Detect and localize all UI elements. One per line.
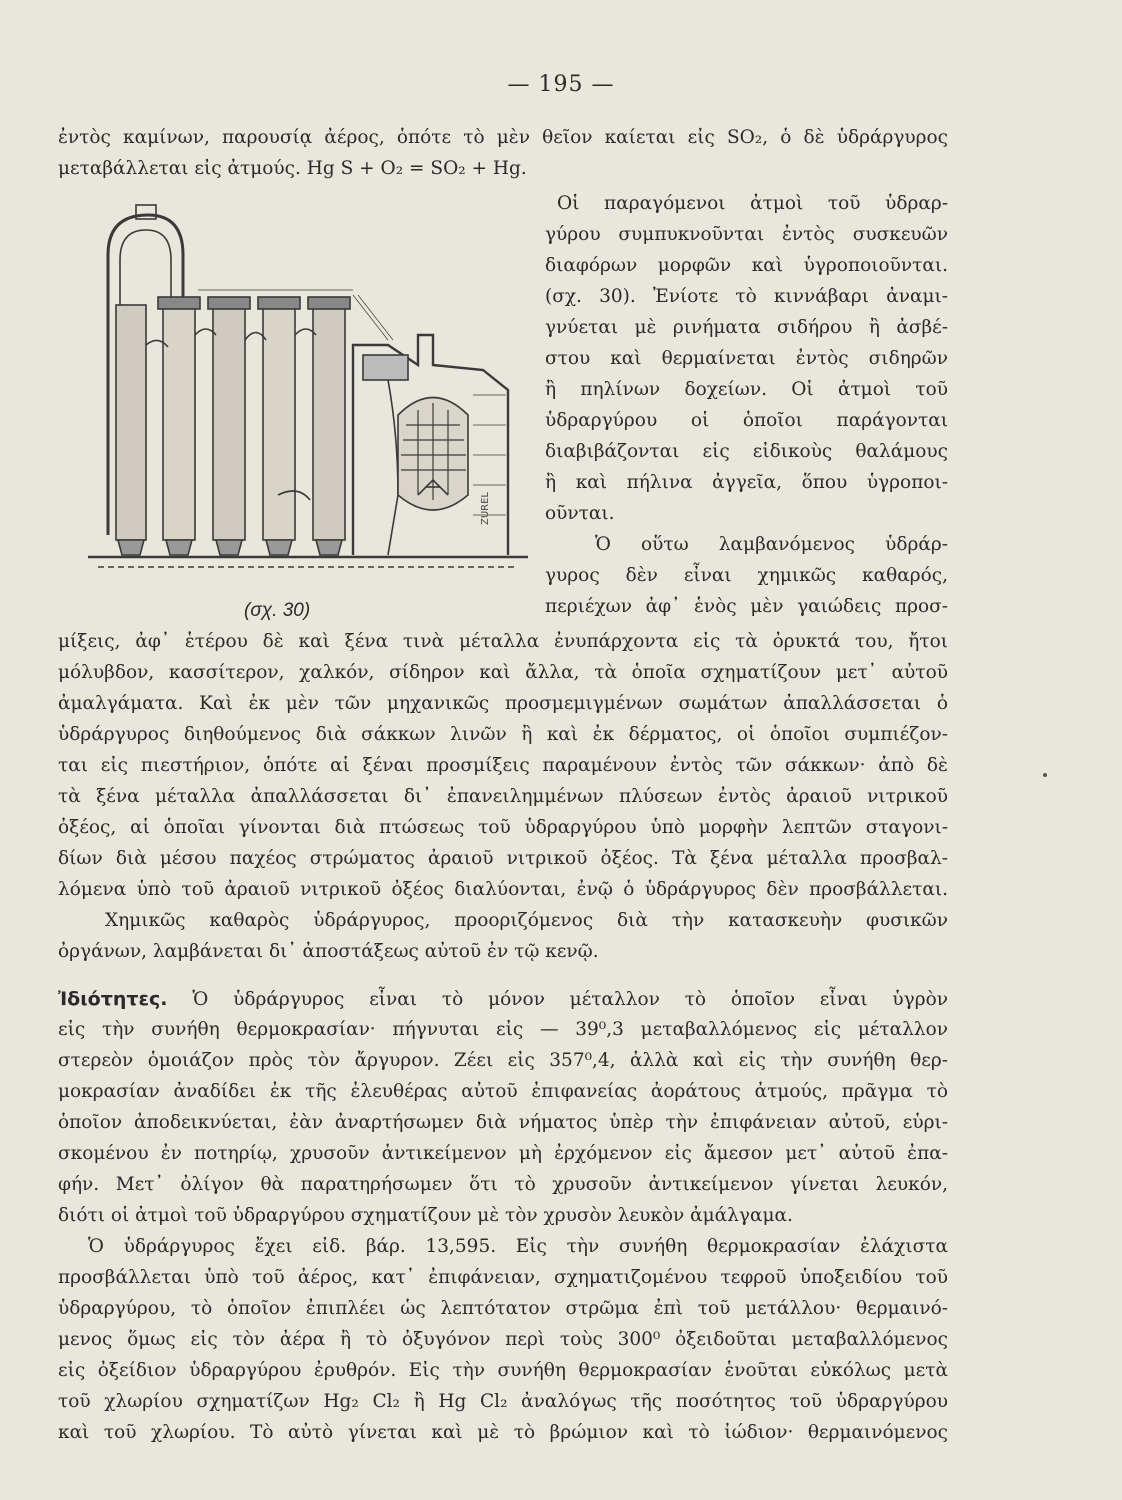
- text-line: γύρου συμπυκνοῦνται ἐντὸς συσκευῶν: [545, 224, 948, 245]
- text-line: ὑδράργυρος διηθούμενος διὰ σάκκων λινῶν ἢ καὶ ἐκ δέρματος, οἱ ὁποῖοι συμπιέζον-: [58, 724, 948, 745]
- text-line: Ὁ ὑδράργυρος ἔχει εἰδ. βάρ. 13,595. Εἰς τὴν συνήθη θερμοκρασίαν ἐλάχιστα: [88, 1236, 948, 1257]
- text-line: ὑδραργύρου οἱ ὁποῖοι παράγονται: [545, 410, 948, 431]
- text-line: σκομένου ἐν ποτηρίῳ, χρυσοῦν ἀντικείμενον μὴ ἐρχόμενον εἰς ἄμεσον μετ᾽ αὐτοῦ ἐπα-: [58, 1143, 948, 1164]
- text-line: ὀξέος, αἱ ὁποῖαι γίνονται διὰ πτώσεως τοῦ ὑδραργύρου ὑπὸ μορφὴν λεπτῶν σταγονι-: [58, 817, 948, 838]
- illustration-signature: ZUREL: [480, 491, 491, 525]
- text-line: μοκρασίαν ἀναδίδει ἐκ τῆς ἐλευθέρας αὐτοῦ ἐπιφανείας ἀοράτους ἀτμούς, πρᾶγμα τὸ: [58, 1081, 948, 1102]
- text-line: καὶ τοῦ χλωρίου. Τὸ αὐτὸ γίνεται καὶ μὲ τὸ βρώμιον καὶ τὸ ἰώδιον· θερμαινόμενος: [58, 1422, 948, 1443]
- text-line: μεταβάλλεται εἰς ἀτμούς. Hg S + O₂ = SO₂ + Hg.: [58, 158, 527, 179]
- text-line: προσβάλλεται ὑπὸ τοῦ ἀέρος, κατ᾽ ἐπιφάνειαν, σχηματιζομένου τεφροῦ ὑποξειδίου τοῦ: [58, 1267, 948, 1288]
- page-number: — 195 —: [507, 72, 615, 97]
- text-line: γνύεται μὲ ρινήματα σιδήρου ἢ ἀσβέ-: [545, 317, 948, 338]
- text-line: Ὁ οὕτω λαμβανόμενος ὑδράρ-: [595, 534, 948, 555]
- text-line: περιέχων ἀφ᾽ ἑνὸς μὲν γαιώδεις προσ-: [545, 596, 948, 617]
- text-line: τὰ ξένα μέταλλα ἀπαλλάσσεται δι᾽ ἐπανειλημμένων πλύσεων ἐντὸς ἀραιοῦ νιτρικοῦ: [58, 786, 948, 807]
- ink-speck: [1043, 773, 1047, 777]
- section-heading: Ἰδιότητες.: [58, 988, 168, 1010]
- figure-caption: (σχ. 30): [244, 600, 311, 621]
- text-line: ὀργάνων, λαμβάνεται δι᾽ ἀποστάξεως αὐτοῦ ἐν τῷ κενῷ.: [58, 941, 599, 962]
- text-line: ἀμαλγάματα. Καὶ ἐκ μὲν τῶν μηχανικῶς προσμεμιγμένων σωμάτων ἀπαλλάσσεται ὁ: [58, 693, 948, 714]
- text-line: διαφόρων μορφῶν καὶ ὑγροποιοῦνται.: [545, 255, 948, 276]
- text-line: ὑδραργύρου, τὸ ὁποῖον ἐπιπλέει ὡς λεπτότατον στρῶμα ἐπὶ τοῦ μετάλλου· θερμαινό-: [58, 1298, 948, 1319]
- text-line: ἢ πηλίνων δοχείων. Οἱ ἀτμοὶ τοῦ: [545, 379, 948, 400]
- text-run: Ὁ ὑδράργυρος εἶναι τὸ μόνον μέταλλον τὸ ὁποῖον εἶναι ὑγρὸν: [192, 989, 948, 1010]
- text-line: (σχ. 30). Ἐνίοτε τὸ κιννάβαρι ἀναμι-: [545, 286, 948, 307]
- text-line: οῦνται.: [545, 503, 615, 524]
- text-line: διότι οἱ ἀτμοὶ τοῦ ὑδραργύρου σχηματίζουν μὲ τὸν χρυσὸν λευκὸν ἀμάλγαμα.: [58, 1205, 793, 1226]
- text-line: εἰς τὴν συνήθη θερμοκρασίαν· πήγνυται εἰς — 39⁰,3 μεταβαλλόμενος εἰς μέταλλον: [58, 1019, 948, 1040]
- condenser-illustration: [88, 195, 528, 595]
- properties-line: [58, 985, 948, 1014]
- text-line: Οἱ παραγόμενοι ἀτμοὶ τοῦ ὑδραρ-: [557, 193, 948, 214]
- text-line: ἢ καὶ πήλινα ἀγγεῖα, ὅπου ὑγροποι-: [545, 472, 948, 493]
- text-line: φήν. Μετ᾽ ὀλίγον θὰ παρατηρήσωμεν ὅτι τὸ χρυσοῦν ἀντικείμενον γίνεται λευκόν,: [58, 1174, 948, 1195]
- text-line: δίων διὰ μέσου παχέος στρώματος ἀραιοῦ νιτρικοῦ ὀξέος. Τὰ ξένα μέταλλα προσβαλ-: [58, 848, 948, 869]
- text-line: ὁποῖον ἀποδεικνύεται, ἐὰν ἀναρτήσωμεν διὰ νήματος ὑπὲρ τὴν ἐπιφάνειαν αὐτοῦ, εὑρι-: [58, 1112, 948, 1133]
- text-line: μόλυβδον, κασσίτερον, χαλκόν, σίδηρον καὶ ἄλλα, τὰ ὁποῖα σχηματίζουν μετ᾽ αὐτοῦ: [58, 662, 948, 683]
- text-line: μίξεις, ἀφ᾽ ἑτέρου δὲ καὶ ξένα τινὰ μέταλλα ἐνυπάρχοντα εἰς τὰ ὀρυκτά του, ἤτοι: [58, 631, 948, 652]
- text-line: διαβιβάζονται εἰς εἰδικοὺς θαλάμους: [545, 441, 948, 462]
- text-line: τοῦ χλωρίου σχηματίζων Hg₂ Cl₂ ἢ Hg Cl₂ ἀναλόγως τῆς ποσότητος τοῦ ὑδραργύρου: [58, 1391, 948, 1412]
- text-line: λόμενα ὑπὸ τοῦ ἀραιοῦ νιτρικοῦ ὀξέος διαλύονται, ἐνῷ ὁ ὑδράργυρος δὲν προσβάλλεται.: [58, 879, 948, 900]
- text-line: στου καὶ θερμαίνεται ἐντὸς σιδηρῶν: [545, 348, 948, 369]
- text-line: ἐντὸς καμίνων, παρουσίᾳ ἀέρος, ὁπότε τὸ μὲν θεῖον καίεται εἰς SO₂, ὁ δὲ ὑδράργυρος: [58, 127, 948, 148]
- text-line: εἰς ὀξείδιον ὑδραργύρου ἐρυθρόν. Εἰς τὴν συνήθη θερμοκρασίαν ἑνοῦται εὐκόλως μετὰ: [58, 1360, 948, 1381]
- text-line: γυρος δὲν εἶναι χημικῶς καθαρός,: [545, 565, 948, 586]
- text-line: ται εἰς πιεστήριον, ὁπότε αἱ ξέναι προσμίξεις παραμένουν ἐντὸς τῶν σάκκων· ἀπὸ δὲ: [58, 755, 948, 776]
- text-line: Χημικῶς καθαρὸς ὑδράργυρος, προοριζόμενος διὰ τὴν κατασκευὴν φυσικῶν: [105, 910, 948, 931]
- text-line: στερεὸν ὁμοιάζον πρὸς τὸν ἄργυρον. Ζέει εἰς 357⁰,4, ἀλλὰ καὶ εἰς τὴν συνήθη θερ-: [58, 1050, 948, 1071]
- text-line: μενος ὅμως εἰς τὸν ἀέρα ἢ τὸ ὀξυγόνον περὶ τοὺς 300⁰ ὀξειδοῦται μεταβαλλόμενος: [58, 1329, 948, 1350]
